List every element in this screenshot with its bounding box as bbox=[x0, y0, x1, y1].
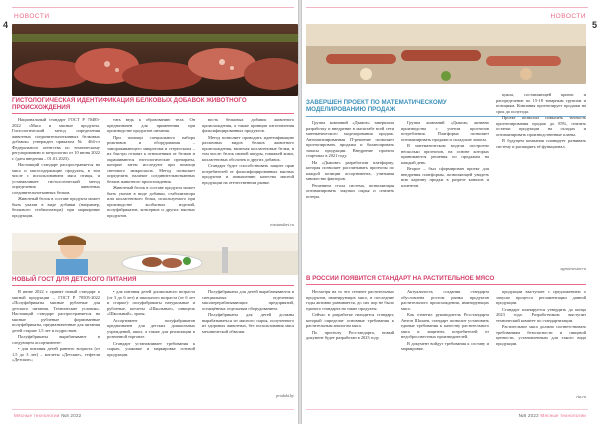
right-top-rule bbox=[306, 7, 588, 16]
paragraph: вость белковых добавок животного происхождения, а также принцип изготовления фальсифицированных продуктов. bbox=[202, 117, 294, 133]
left-section-tag: НОВОСТИ bbox=[14, 13, 50, 20]
right-page bbox=[302, 0, 600, 424]
paragraph: Ассортимент полуфабрикатов предназначен для детских дошкольных учреждений, школ, а также для реализации в розничной торговле. bbox=[107, 317, 195, 339]
paragraph: Проект позволил повысить точность прогнозирования продаж до 85%, снизить остатки продукции на складах и оптимизировать производственные планы. bbox=[496, 115, 586, 137]
meat-products-illustration bbox=[12, 24, 298, 96]
article2-column-1 bbox=[12, 289, 100, 404]
article1-column-1 bbox=[12, 117, 100, 229]
sausages-photo bbox=[306, 24, 586, 84]
left-footer-rule bbox=[12, 409, 294, 410]
paragraph: • для питания детей дошкольного возраста (от 3 до 6 лет) и школьного возраста (от 6 лет и старше): полуфабрикаты натуральные и рубленые, котлеты «Школьные», шницель «Школьный», зразы. bbox=[107, 289, 195, 316]
child-meal-photo bbox=[12, 233, 298, 275]
paragraph: Решением стала система, позволяющая оптимизировать закупки сырья и снизить потери. bbox=[306, 182, 394, 199]
right-page-number: 5 bbox=[591, 20, 597, 30]
right-article2-column-1 bbox=[306, 289, 394, 404]
right-article1-column-3 bbox=[496, 92, 586, 264]
paragraph: Несмотря на то что сегмент растительных продуктов, имитирующих мясо, в последние годы активно развивается, до сих пор не было единого стандарта на такие продукты. bbox=[306, 289, 394, 311]
footer-issue: №8 2022 bbox=[518, 413, 539, 418]
footer-brand: Мясные технологии bbox=[14, 413, 60, 418]
paragraph: Полуфабрикаты для детей вырабатываются в специальных отделениях мясоперерабатывающих предприятий, оснащённых отдельным оборудованием. bbox=[202, 289, 294, 311]
paragraph: Полуфабрикаты для детей должны вырабатываться из мясного сырья, полученного из здоровых животных, без использования мяса механической обвалки. bbox=[202, 312, 294, 334]
article1-column-2 bbox=[107, 117, 195, 229]
paragraph: Стандарт планируется утвердить до конца 2023 года. Разработчиком выступит технический комитет по стандартизации. bbox=[496, 306, 586, 323]
paragraph: Метод позволяет проводить идентификацию различных видов белков животного происхождения, включая коллагеновые белки, в том числе: белок свиной шкуры, говяжьей кожи, коллагеновых оболочек и других добавок. bbox=[202, 134, 294, 162]
article1-rule bbox=[12, 113, 294, 114]
paragraph: По прогнозу Росстандарта, новый документ будет разработан в 2023 году. bbox=[306, 329, 394, 340]
right-article2-column-3 bbox=[496, 289, 586, 393]
paragraph: Сейчас в разработке находится стандарт, который определит основные требования к растительным аналогам мяса. bbox=[306, 312, 394, 328]
article1-column-3 bbox=[202, 117, 294, 221]
right-article2-headline: В РОССИИ ПОЯВИТСЯ СТАНДАРТ НА РАСТИТЕЛЬНОЕ МЯСО bbox=[306, 275, 495, 282]
footer-issue: №8 2022 bbox=[61, 413, 82, 418]
sausages-illustration bbox=[306, 24, 586, 84]
article2-column-2 bbox=[107, 289, 195, 404]
article2-column-3 bbox=[202, 289, 294, 391]
right-footer-rule bbox=[306, 409, 588, 410]
paragraph: цикла, составляющей кризис и распределение по 15-18 товарным группам и позициям. Компания прогнозирует продажи на срок до полугода. bbox=[496, 92, 586, 114]
article1-source: rosstandart.ru bbox=[270, 222, 294, 227]
paragraph: Группа компаний «Дымов» завершила разработку и внедрение в масштабе всей сети математического моделирования продаж. Автоматизированная IT-решение позволяет прогнозировать продажи и балансировать запасы продукции. Внедрение проекта стартовал в 2021 году. bbox=[306, 120, 394, 158]
paragraph: Второе – был сформирован проект для внедрения платформы, позволяющей увидеть всю картину продаж в разрезе каналов и клиентов. bbox=[401, 166, 489, 188]
right-article2-rule bbox=[306, 284, 586, 285]
paragraph: В будущем компания планирует развивать систему и расширять её функционал. bbox=[496, 138, 586, 149]
right-article1-source: agroinvestor.ru bbox=[560, 266, 586, 271]
paragraph: В июне 2022 г. принят новый стандарт к мясной продукции – ГОСТ Р 70505-2022 «Полуфабрикаты мясные рубленые для детского питания. Технические условия». Настоящий стандарт распространяется на мясные рубленые формованные полуфабрикаты, предназначенные для питания детей старше 1,5 лет и подростков. bbox=[12, 289, 100, 333]
right-article1-column-2 bbox=[401, 120, 489, 270]
paragraph: Как отметил руководитель Росстандарта Антон Шалаев, стандарт позволит установить единые требования к качеству растительного мяса и защитить потребителей от недобросовестных производителей. bbox=[401, 312, 489, 339]
footer-brand: Мясные технологии bbox=[540, 413, 586, 418]
paragraph: Животный белок в составе продукта может быть указан в виде добавки (например, белкового стабилизатора) при маркировке продукции. bbox=[12, 196, 100, 218]
article2-rule bbox=[12, 285, 294, 286]
meat-products-photo bbox=[12, 24, 298, 96]
paragraph: Стандарт устанавливает требования к сырью, упаковке и маркировке готовой продукции. bbox=[107, 340, 195, 357]
paragraph: Стандарт будет способствовать защите прав потребителей от фальсифицированных мясных продуктов и повышению качества мясной продукции на отечественном рынке. bbox=[202, 163, 294, 185]
right-article1-column-1 bbox=[306, 120, 394, 270]
right-footer bbox=[519, 413, 586, 418]
paragraph: При помощи специального набора реактивов и оборудования – замораживающего микротома и стереоскопа – их быстро готовят к отношениям от белков и окрашиваются гистологические препараты, которые затем исследуют при помощи светового микроскопа. Метод позволяет определить наличие соединительнотканных белков животного происхождения. bbox=[107, 134, 195, 184]
left-page bbox=[0, 0, 298, 424]
paragraph: • для питания детей раннего возраста (от 1,5 до 3 лет) – котлеты «Детские», тефтели «Детские»; bbox=[12, 346, 100, 362]
right-article1-headline: ЗАВЕРШЕН ПРОЕКТ ПО МАТЕМАТИЧЕСКОМУ МОДЕЛИРОВАНИЮ ПРОДАЖ bbox=[306, 99, 447, 113]
paragraph: Полуфабрикаты вырабатывают в следующем ассортименте: bbox=[12, 334, 100, 345]
left-top-rule bbox=[12, 7, 294, 16]
paragraph: Животный белок в составе продукта может быть указан в виде добавки, стабилизатора или коллагенового белка, используемого при производстве колбасных изделий, полуфабрикатов, консервов и других мясных продуктов. bbox=[107, 185, 195, 218]
article1-headline: ГИСТОЛОГИЧЕСКАЯ ИДЕНТИФИКАЦИЯ БЕЛКОВЫХ ДОБАВОК ЖИВОТНОГО ПРОИСХОЖДЕНИЯ bbox=[12, 97, 247, 111]
article2-headline: НОВЫЙ ГОСТ ДЛЯ ДЕТСКОГО ПИТАНИЯ bbox=[12, 276, 137, 283]
paragraph: Национальный стандарт ГОСТ Р 70485-2022 «Мясо и мясные продукты. Гистологический метод определения животных соединительнотканных белковых добавок» утвержден приказом № 464-ст Федерального агентства по техническому регулированию и метрологии от 10 июня 2022 г. (дата введения – 01.01.2023). bbox=[12, 117, 100, 161]
paragraph: продукции выступает с предложением о запуске процесса регламентации данной продукции. bbox=[496, 289, 586, 305]
left-page-number: 4 bbox=[3, 20, 9, 30]
right-article2-source: ria.ru bbox=[576, 394, 586, 399]
child-meal-illustration bbox=[12, 233, 298, 275]
paragraph: Растительное мясо должно соответствовать требованиям безопасности и пищевой ценности, установленным для такого вида продукции. bbox=[496, 324, 586, 346]
paragraph: На «Дымове» разработали платформу, которая позволяет рассчитывать прогнозы по каждой позиции ассортимента, учитывая множество факторов. bbox=[306, 159, 394, 181]
paragraph: В документ войдут требования к составу и маркировке. bbox=[401, 340, 489, 351]
paragraph: В математическом модели построено несколько прогнозов, на основе которых принимаются решения по продажам на каждый день. bbox=[401, 143, 489, 165]
paragraph: Группа компаний «Дымов» активно производства с учетом прогнозов потребления. Платформа позволяет оптимизировать продажи и складские запасы. bbox=[401, 120, 489, 142]
article2-source: produkt.by bbox=[276, 393, 294, 398]
paragraph: тать ведь к образованию тела. Он предназначен для применения при производстве продуктов питания. bbox=[107, 117, 195, 133]
left-footer bbox=[14, 413, 81, 418]
paragraph: Настоящий стандарт распространяется на мясо и мясосодержащие продукты, в том числе с использованием мяса птицы, и устанавливает гистологический метод определения животных соединительнотканных белков. bbox=[12, 162, 100, 195]
right-section-tag: НОВОСТИ bbox=[550, 13, 586, 20]
paragraph: Актуальность создания стандарта обусловлена ростом рынка продуктов растительного происхождения, имитирующих мясо. bbox=[401, 289, 489, 311]
right-article2-column-2 bbox=[401, 289, 489, 404]
